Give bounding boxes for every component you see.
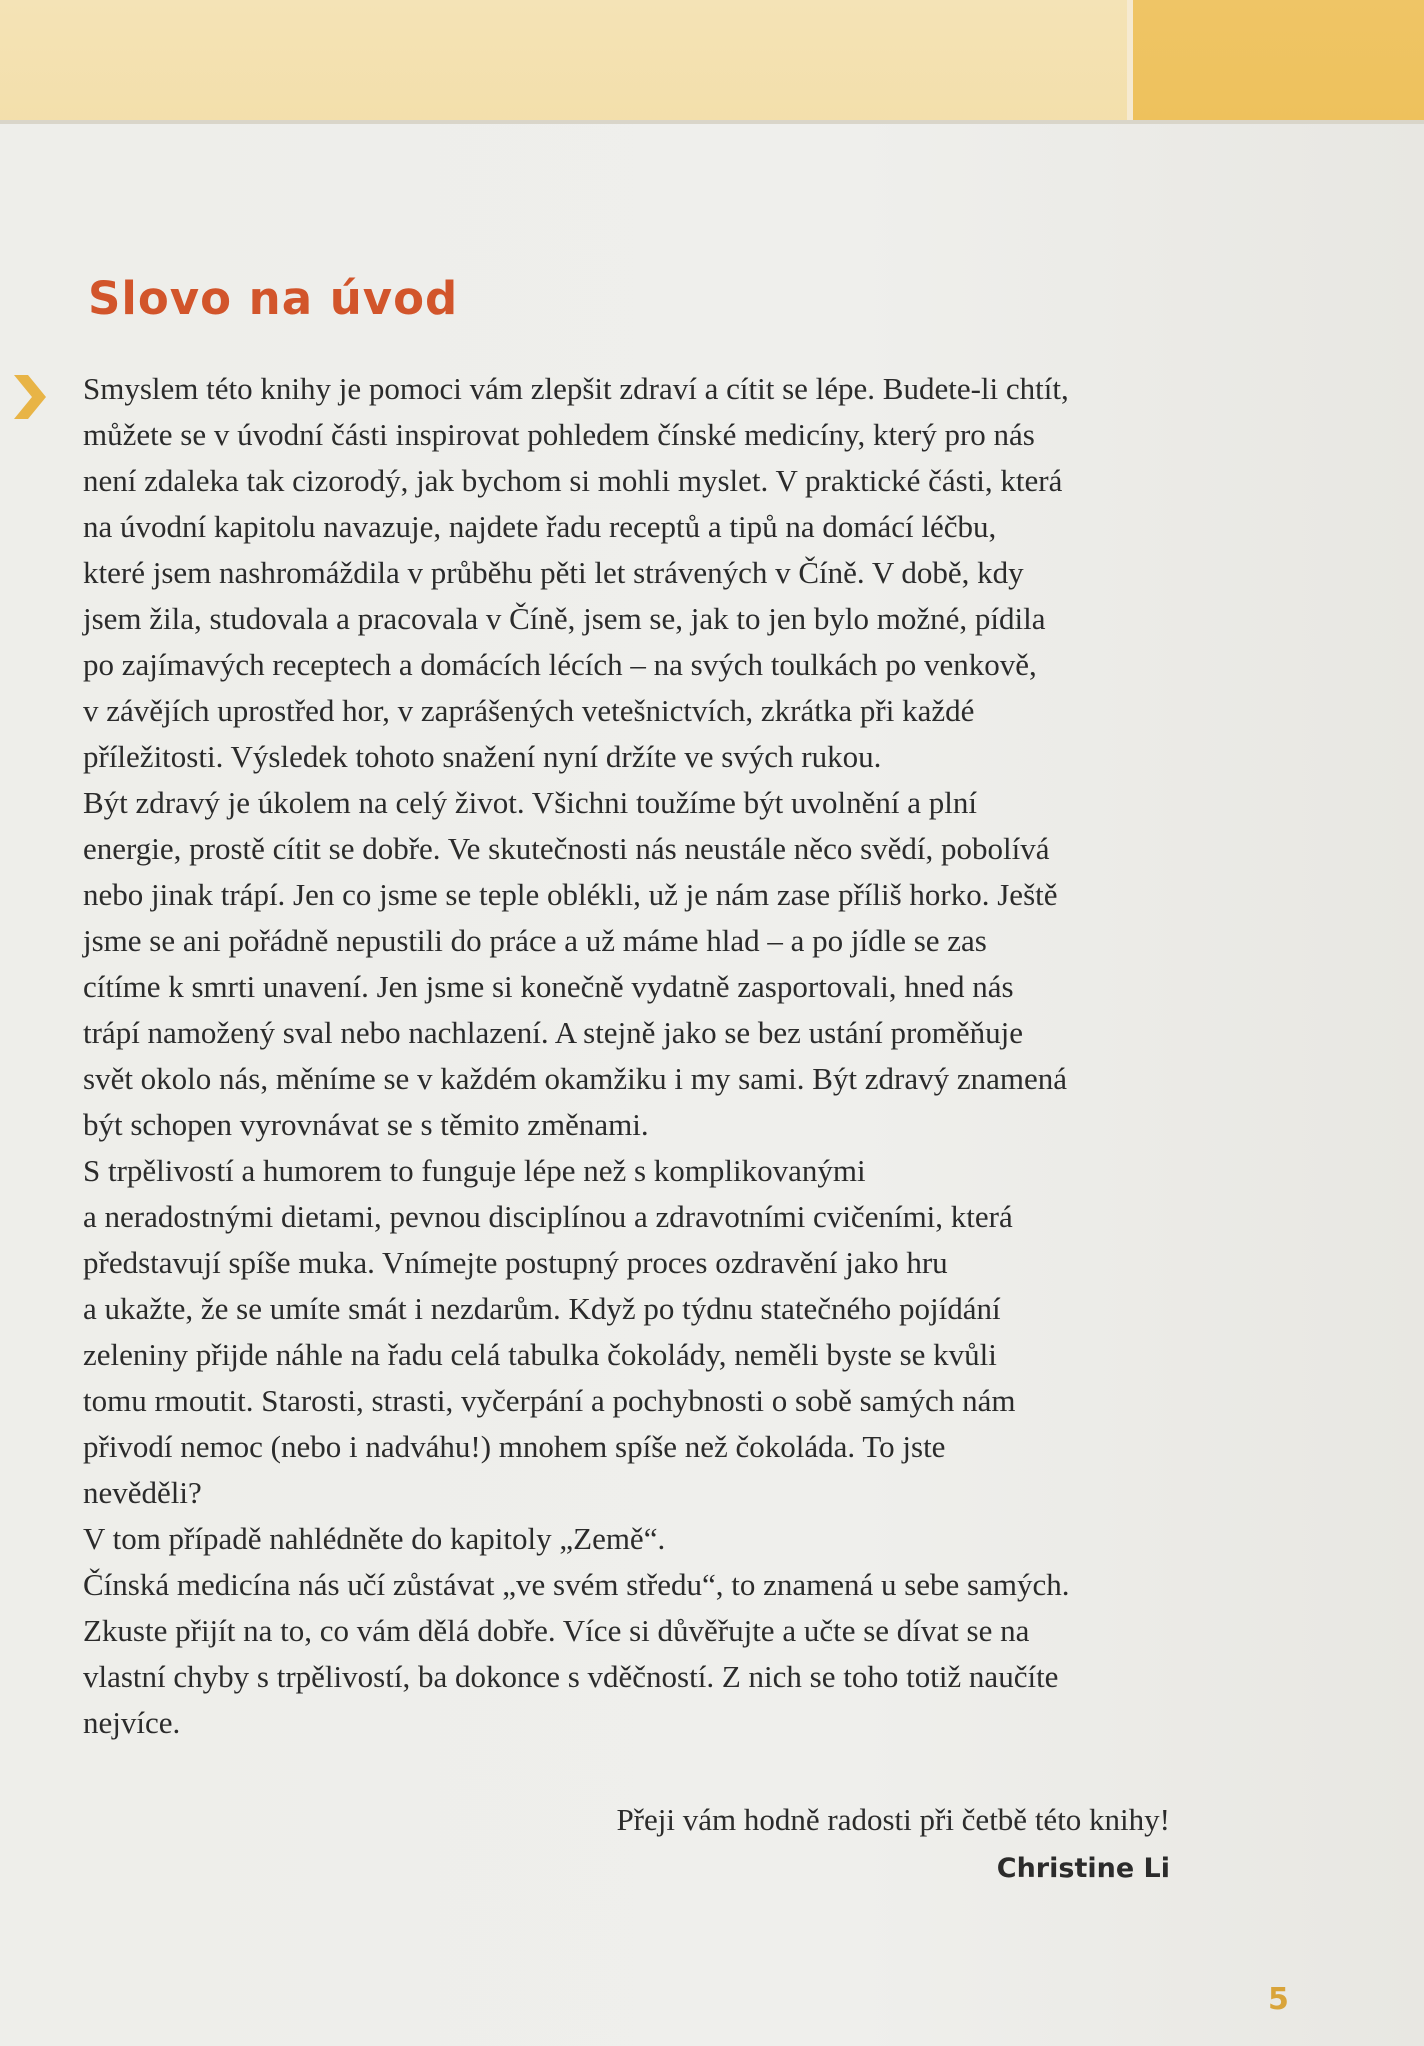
- body-line: S trpělivostí a humorem to funguje lépe než s komplikovanými: [83, 1153, 866, 1188]
- body-line: příležitosti. Výsledek tohoto snažení nyní držíte ve svých rukou.: [83, 739, 882, 774]
- body-line: na úvodní kapitolu navazuje, najdete řadu receptů a tipů na domácí léčbu,: [83, 509, 997, 544]
- body-line: po zajímavých receptech a domácích lécích – na svých toulkách po venkově,: [83, 647, 1037, 682]
- body-line: jsem žila, studovala a pracovala v Číně, jsem se, jak to jen bylo možné, pídila: [83, 601, 1046, 636]
- body-line: V tom případě nahlédněte do kapitoly „Země“.: [83, 1521, 666, 1556]
- body-line: Zkuste přijít na to, co vám dělá dobře. Více si důvěřujte a učte se dívat se na: [83, 1613, 1030, 1648]
- body-line: představují spíše muka. Vnímejte postupný proces ozdravění jako hru: [83, 1245, 948, 1280]
- body-line: v závějích uprostřed hor, v zaprášených vetešnictvích, zkrátka při každé: [83, 693, 975, 728]
- body-line: Smyslem této knihy je pomoci vám zlepšit zdraví a cítit se lépe. Budete-li chtít,: [83, 371, 1069, 406]
- body-line: můžete se v úvodní části inspirovat pohledem čínské medicíny, který pro nás: [83, 417, 1035, 452]
- body-line: tomu rmoutit. Starosti, strasti, vyčerpání a pochybnosti o sobě samých nám: [83, 1383, 1016, 1418]
- page-title: Slovo na úvod: [88, 272, 459, 325]
- body-line: a neradostnými dietami, pevnou disciplínou a zdravotními cvičeními, která: [83, 1199, 1013, 1234]
- body-line: svět okolo nás, měníme se v každém okamžiku i my sami. Být zdravý znamená: [83, 1061, 1067, 1096]
- body-line: Čínská medicína nás učí zůstávat „ve svém středu“, to znamená u sebe samých.: [83, 1567, 1070, 1602]
- chevron-right-icon: [10, 373, 48, 421]
- body-line: není zdaleka tak cizorodý, jak bychom si mohli myslet. V praktické části, která: [83, 463, 1063, 498]
- body-line: trápí namožený sval nebo nachlazení. A stejně jako se bez ustání proměňuje: [83, 1015, 1024, 1050]
- body-line: být schopen vyrovnávat se s těmito změnami.: [83, 1107, 649, 1142]
- header-accent-block: [1127, 0, 1424, 122]
- body-line: jsme se ani pořádně nepustili do práce a už máme hlad – a po jídle se zas: [83, 923, 987, 958]
- body-line: cítíme k smrti unavení. Jen jsme si konečně vydatně zasportovali, hned nás: [83, 969, 1014, 1004]
- closing-line: Přeji vám hodně radosti při četbě této knihy!: [616, 1802, 1170, 1837]
- body-line: nejvíce.: [83, 1705, 181, 1740]
- body-line: energie, prostě cítit se dobře. Ve skutečnosti nás neustále něco svědí, pobolívá: [83, 831, 1050, 866]
- body-line: nevěděli?: [83, 1475, 202, 1510]
- body-text: [83, 366, 1193, 1746]
- body-line: a ukažte, že se umíte smát i nezdarům. Když po týdnu statečného pojídání: [83, 1291, 1001, 1326]
- page-number: 5: [1268, 1982, 1289, 2017]
- body-line: nebo jinak trápí. Jen co jsme se teple oblékli, už je nám zase příliš horko. Ještě: [83, 877, 1058, 912]
- body-line: přivodí nemoc (nebo i nadváhu!) mnohem spíše než čokoláda. To jste: [83, 1429, 946, 1464]
- body-line: vlastní chyby s trpělivostí, ba dokonce s vděčností. Z nich se toho totiž naučíte: [83, 1659, 1059, 1694]
- body-line: Být zdravý je úkolem na celý život. Všichni toužíme být uvolnění a plní: [83, 785, 977, 820]
- author-signature: Christine Li: [996, 1853, 1170, 1884]
- body-line: zeleniny přijde náhle na řadu celá tabulka čokolády, neměli byste se kvůli: [83, 1337, 997, 1372]
- body-line: které jsem nashromáždila v průběhu pěti let strávených v Číně. V době, kdy: [83, 555, 1024, 590]
